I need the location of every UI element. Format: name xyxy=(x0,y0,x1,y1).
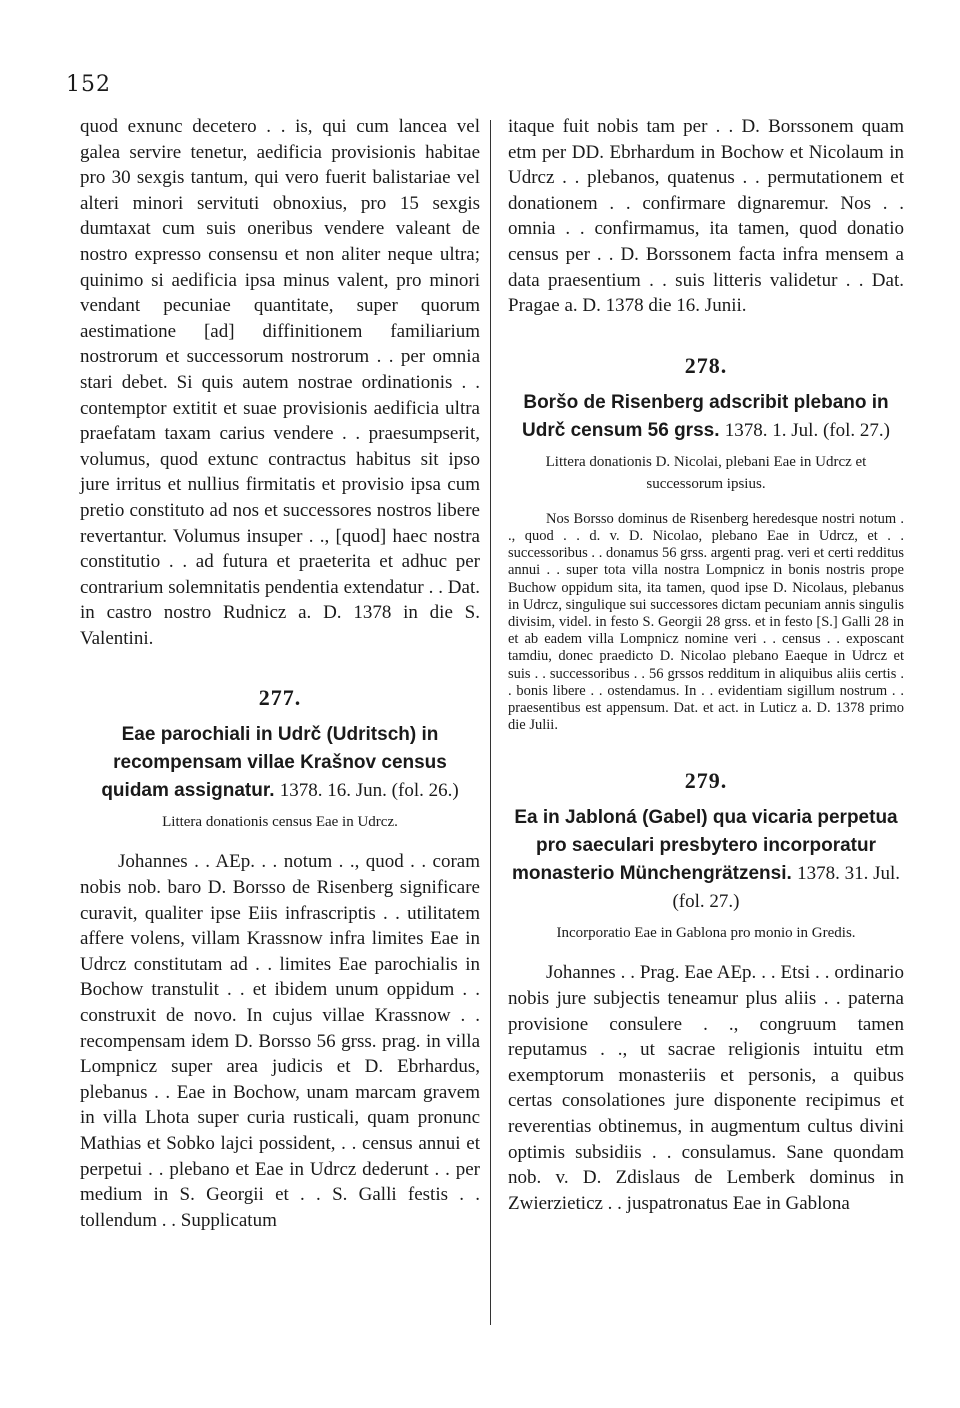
entry-279-number: 279. xyxy=(684,768,728,794)
entry-277-heading-text: Eae parochiali in Udrč (Udritsch) in recompensam villae Krašnov census quidam assignatur. xyxy=(101,724,447,802)
entry-278-date: 1378. 1. Jul. (fol. 27.) xyxy=(724,419,890,441)
entry-278-text: Nos Borsso dominus de Risenberg heredesque nostri notum . ., quod . . d. v. D. Nicolao, plebano Eae in Udrcz, et . . successoribus . . donamus 56 grss. argenti prag. veri et certi redditus annui . . super tota villa nostra Lompnicz in bonis nostris prope Buchow oppidum sita, ita tamen, quod ipse D. Nicolaus, plebanus in Udrcz, singulique sui successores dictam pecuniam annis singulis divisim, videl. in festo S. Georgii 28 grss. et in festo [S.] Galli 28 in et ab eadem villa Lompnicz nomine veri . . census . . exposcant tamdiu, donec praedicto D. Nicolao plebano Eaeque in Udrcz et suis . . successoribus . . 56 grssos redditum in aliquibus aliis certis . . bonis libere . . ostendamus. In . . evidentiam sigillum nostrum . . praesentibus est appensum. Dat. et act. in Luticz a. D. 1378 primo die Julii. xyxy=(508,510,904,734)
right-column xyxy=(508,114,904,1216)
entry-277-caption: Littera donationis census Eae in Udrcz. xyxy=(162,814,398,831)
entry-279-text: Johannes . . Prag. Eae AEp. . . Etsi . . ordinario nobis jure subjectis teneamur plus aliis . . paterna provisione consulere . ., congruum tamen reputamus . ., ut sacrae religionis intuitu etm exemptorum monasteriis et personis, a quibus certas consolationes jure disponente recipimus et reverentias obtinemus, in augmentum cultus divini optimis subsidiis . . consulamus. Sane quondam nob. v. D. Zdislaus de Lemberk dominus in Zwierzieticz . . juspatronatus Eae in Gablona xyxy=(508,962,904,1214)
continuation-text-right: itaque fuit nobis tam per . . D. Borssonem quam etm per DD. Ebrhardum in Bochow et Nicolaum in Udrcz . . plebanos, quatenus . . permutationem et donationem . . confirmare dignaremur. Nos . . omnia . . confirmamus, ita tamen, quod donatio census per . . D. Borssonem facta infra mensem a data praesentium . . suis litteris validetur . . Dat. Pragae a. D. 1378 die 16. Junii. xyxy=(508,116,904,317)
page-number: 152 xyxy=(66,72,111,97)
entry-277-number: 277. xyxy=(258,685,302,711)
entry-278-number: 278. xyxy=(684,352,728,378)
continuation-text-left: quod exnunc decetero . . is, qui cum lancea vel galea servire tenetur, aedificia provisionis habitae pro 30 sexgis tantum, qui vero fuerit balistariae vel alteri minori servituti obnoxius, pro 15 sexgis dumtaxat cum suis oneribus vendere valeant de nostro expresso consensu et non aliter neque ultra; quinimo si aedificia ipsa minus valent, pro minori vendant pecuniae quantitate, super quorum aestimatione [ad] diffinitionem familiarium nostrorum et successorum nostrorum . . per omnia stari debet. Si quis autem nostrae ordinationis . . contemptor extitit et suae provisionis aedificia ultra praefatam taxam carius vendere . . praesumpserit, volumus, quod extunc contractus habitus sit ipso jure irritus et nullius firmitatis et provisio ipsa cum pretio constituto ad nos et successores nostros libere revertantur. Volumus insuper . ., [quod] haec nostra constitutio . . ad futura et praeterita et adhuc per contrarium solemnitatis pendentia extendatur . . Dat. in castro nostro Rudnicz a. D. 1378 in die S. Valentini. xyxy=(80,116,480,649)
entry-278-heading-text: Boršo de Risenberg adscribit plebano in Udrč censum 56 grss. xyxy=(522,391,889,441)
entry-278-caption: Littera donationis D. Nicolai, plebani Eae in Udrcz et successorum ipsius. xyxy=(545,453,867,492)
entry-279-heading-text: Ea in Jabloná (Gabel) qua vicaria perpetua pro saeculari presbytero incorporatur monasterio Münchengrätzensi. xyxy=(512,807,898,885)
column-divider xyxy=(490,120,491,1325)
entry-279-caption: Incorporatio Eae in Gablona pro monio in Gredis. xyxy=(556,925,856,942)
entry-277-text: Johannes . . AEp. . . notum . ., quod . . coram nobis nob. baro D. Borsso de Risenberg significare curavit, qualiter ipse Eiis infrascriptis . . utilitatem affere volens, villam Krassnow infra limites Eae in Udrcz constitutam ad . . limites Eae parochialis in Bochow transtulit . . et ibidem unum oppidum . . construxit de novo. In cujus villae Krassnow . . recompensam idem D. Borsso 56 grss. prag. in villa Lompnicz super area judicis et D. Ebrhardus, plebanus . . Eae in Bochow, unam marcam gravem in villa Lhota super curia rusticali, quam pronunc Mathias et Sobko lajci possident, . . census annui et perpetui . . plebano et Eae in Udrcz dederunt . . per medium in S. Georgii et . . S. Galli festis . . tollendum . . Supplicatum xyxy=(80,851,480,1231)
entry-279-heading xyxy=(508,804,904,916)
left-column xyxy=(80,114,480,1233)
entry-279-date: 1378. 31. Jul. (fol. 27.) xyxy=(672,863,900,913)
entry-278-heading xyxy=(508,389,904,445)
entry-277-heading xyxy=(80,721,480,805)
entry-277-date: 1378. 16. Jun. (fol. 26.) xyxy=(279,780,459,802)
